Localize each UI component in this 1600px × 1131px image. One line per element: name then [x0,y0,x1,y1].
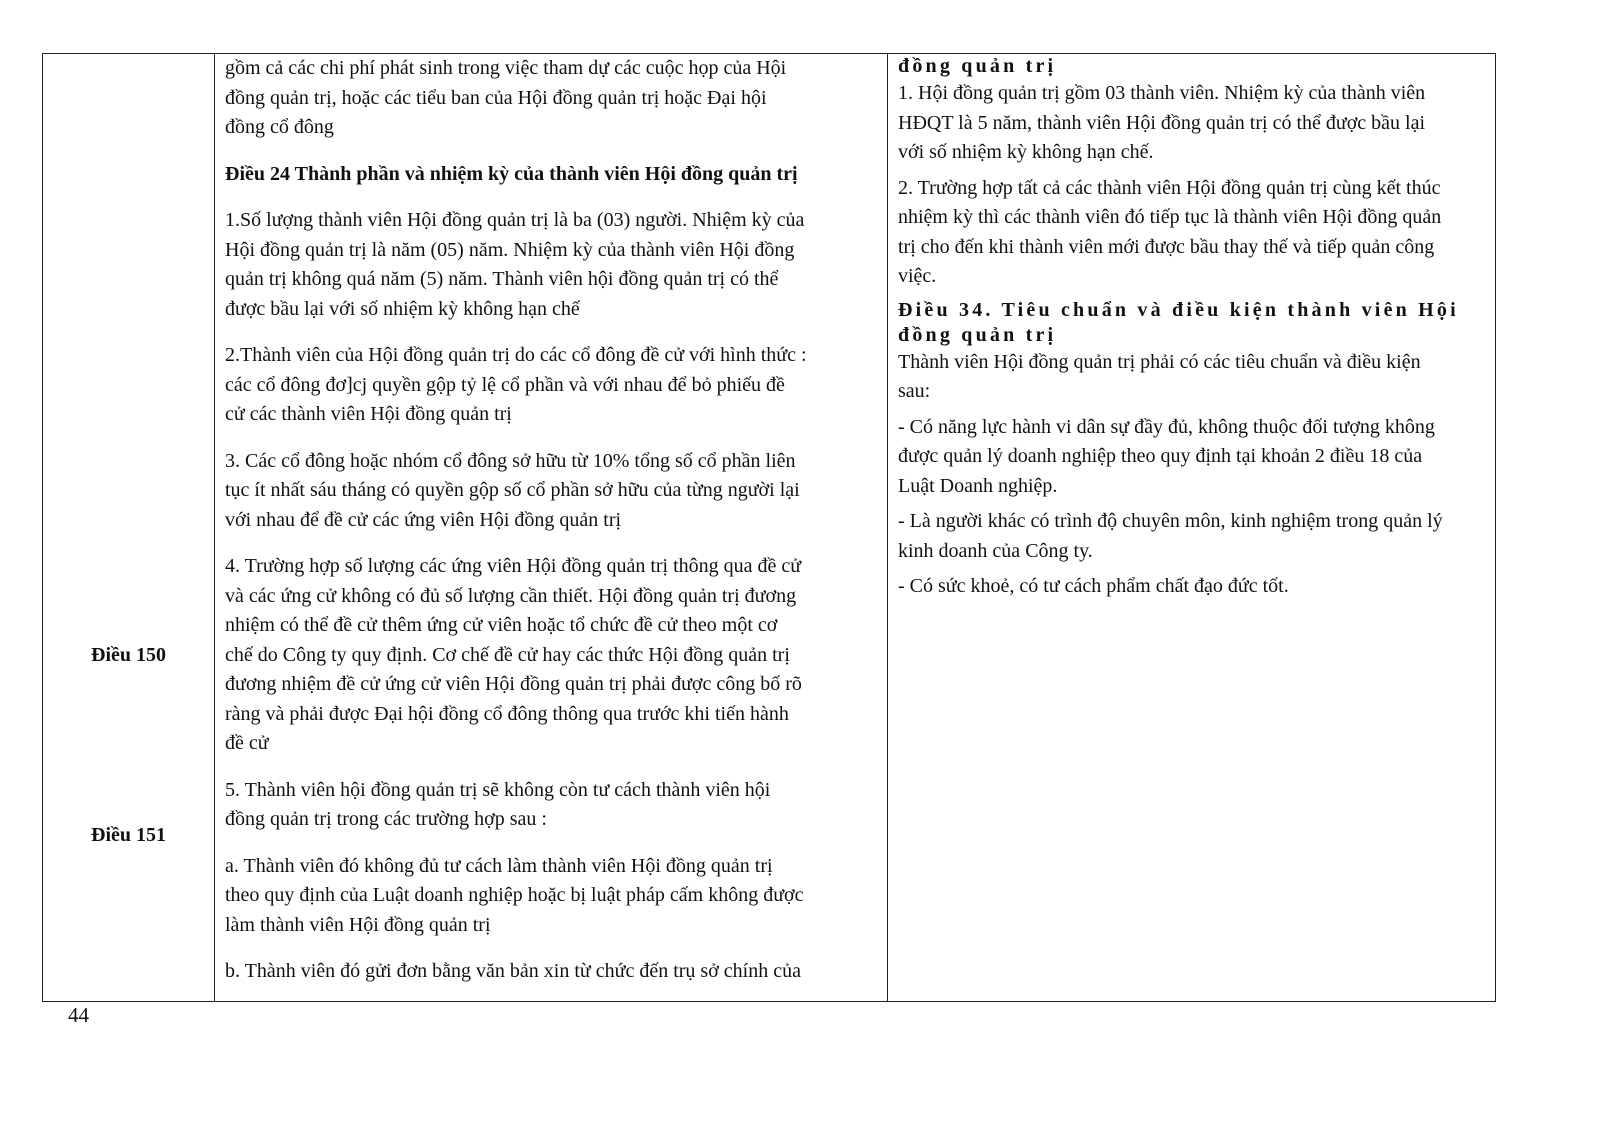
text-line: các cổ đông đơ]cj quyền gộp tỷ lệ cổ phần và với nhau để bỏ phiếu đề [225,373,785,396]
article-24-heading: Điều 24 Thành phần và nhiệm kỳ của thành viên Hội đồng quản trị [225,162,798,185]
amended-charter-column [888,54,1495,1001]
text-line: - Có năng lực hành vi dân sự đầy đủ, không thuộc đối tượng không [898,415,1435,438]
paragraph-b [225,957,877,987]
text-line: và các ứng cử không có đủ số lượng cần thiết. Hội đồng quản trị đương [225,584,797,607]
text-line: gồm cả các chi phí phát sinh trong việc tham dự các cuộc họp của Hội [225,57,787,79]
intro-paragraph [225,54,877,143]
text-line: 2.Thành viên của Hội đồng quản trị do các cổ đông đề cử với hình thức : [225,344,807,366]
paragraph-5 [225,776,877,835]
bullet-2 [898,507,1485,566]
text-line: sau: [898,380,931,402]
text-line: đồng cổ đông [225,116,334,138]
comparison-table [42,53,1496,1002]
text-line: làm thành viên Hội đồng quản trị [225,913,491,936]
text-line: Hội đồng quản trị là năm (05) năm. Nhiệm kỳ của thành viên Hội đồng [225,238,795,261]
bullet-1 [898,413,1485,502]
text-line: được bầu lại với số nhiệm kỳ không hạn chế [225,297,580,320]
text-line: 1.Số lượng thành viên Hội đồng quản trị là ba (03) người. Nhiệm kỳ của [225,209,805,231]
text-line: nhiệm kỳ thì các thành viên đó tiếp tục là thành viên Hội đồng quản [898,206,1442,228]
text-line: 1. Hội đồng quản trị gồm 03 thành viên. Nhiệm kỳ của thành viên [898,82,1426,104]
text-line: cử các thành viên Hội đồng quản trị [225,403,512,425]
article-34-intro [898,348,1485,407]
text-line: b. Thành viên đó gửi đơn bằng văn bản xin từ chức đến trụ sở chính của [225,960,801,982]
article-label-151: Điều 151 [91,824,166,846]
text-line: với số nhiệm kỳ không hạn chế. [898,141,1154,163]
text-line: ràng và phải được Đại hội đồng cổ đông thông qua trước khi tiến hành [225,702,789,725]
text-line: trị cho đến khi thành viên mới được bầu thay thế và tiếp quản công [898,235,1435,258]
text-line: Luật Doanh nghiệp. [898,474,1058,497]
text-line: 3. Các cổ đông hoặc nhóm cổ đông sở hữu từ 10% tổng số cổ phần liên [225,449,796,472]
text-line: chế do Công ty quy định. Cơ chế đề cử hay các thức Hội đồng quản trị [225,643,790,666]
text-line: được quản lý doanh nghiệp theo quy định tại khoản 2 điều 18 của [898,445,1423,467]
text-line: tục ít nhất sáu tháng có quyền gộp số cổ phần sở hữu của từng người lại [225,479,800,501]
text-line: nhiệm có thể đề cử thêm ứng cử viên hoặc tổ chức đề cử theo một cơ [225,614,778,636]
text-line: với nhau để đề cử các ứng viên Hội đồng quản trị [225,508,622,531]
bullet-3 [898,572,1485,602]
current-charter-column [215,54,887,1001]
heading-line: đồng quản trị [898,323,1057,346]
text-line: a. Thành viên đó không đủ tư cách làm thành viên Hội đồng quản trị [225,854,773,877]
text-line: 2. Trường hợp tất cả các thành viên Hội đồng quản trị cùng kết thúc [898,176,1441,199]
text-line: HĐQT là 5 năm, thành viên Hội đồng quản trị có thể được bầu lại [898,111,1426,134]
text-line: việc. [898,265,937,287]
heading-tail: đồng quản trị [898,55,1057,77]
item-2 [898,174,1485,292]
text-line: quản trị không quá năm (5) năm. Thành viên hội đồng quản trị có thể [225,268,779,290]
text-line: đồng quản trị trong các trường hợp sau : [225,808,547,830]
paragraph-2 [225,341,877,430]
text-line: kinh doanh của Công ty. [898,539,1093,562]
heading-line: Điều 34. Tiêu chuẩn và điều kiện thành viên Hội [898,298,1459,321]
paragraph-1 [225,206,877,324]
text-line: đồng quản trị, hoặc các tiểu ban của Hội đồng quản trị hoặc Đại hội [225,86,767,109]
paragraph-4 [225,552,877,759]
item-1 [898,79,1485,168]
page-number: 44 [68,1003,89,1027]
paragraph-3 [225,447,877,536]
text-line: - Có sức khoẻ, có tư cách phẩm chất đạo đức tốt. [898,575,1289,597]
text-line: đề cử [225,732,269,754]
article-34-heading [898,298,1485,348]
text-line: đương nhiệm đề cử ứng cử viên Hội đồng quản trị phải được công bố rõ [225,673,802,695]
text-line: Thành viên Hội đồng quản trị phải có các tiêu chuẩn và điều kiện [898,350,1421,373]
paragraph-a [225,852,877,941]
text-line: 5. Thành viên hội đồng quản trị sẽ không còn tư cách thành viên hội [225,778,771,801]
text-line: 4. Trường hợp số lượng các ứng viên Hội đồng quản trị thông qua đề cử [225,555,802,577]
article-number-column [43,54,214,1001]
article-label-150: Điều 150 [91,644,166,666]
text-line: - Là người khác có trình độ chuyên môn, kinh nghiệm trong quản lý [898,510,1443,532]
text-line: theo quy định của Luật doanh nghiệp hoặc bị luật pháp cấm không được [225,884,804,906]
